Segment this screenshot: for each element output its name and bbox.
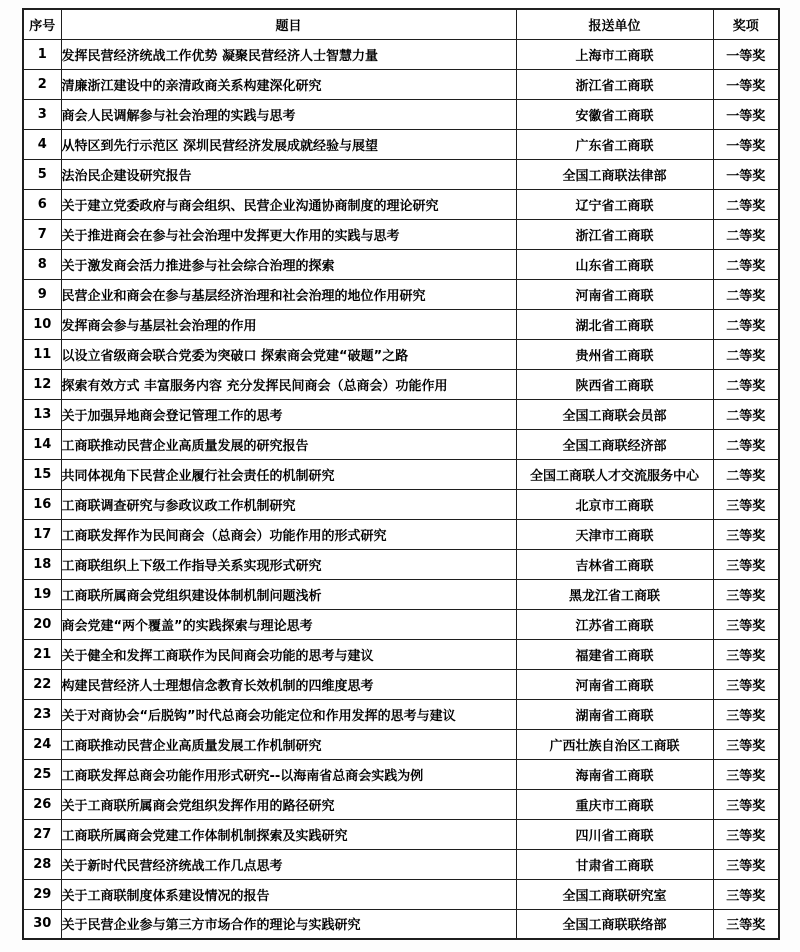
submitting-unit-cell: 天津市工商联 bbox=[516, 519, 713, 549]
title-cell: 工商联组织上下级工作指导关系实现形式研究 bbox=[61, 549, 516, 579]
table-row bbox=[23, 159, 779, 189]
submitting-unit-cell: 贵州省工商联 bbox=[516, 339, 713, 369]
table-row bbox=[23, 759, 779, 789]
table-row bbox=[23, 99, 779, 129]
award-cell: 三等奖 bbox=[713, 819, 779, 849]
table-row bbox=[23, 879, 779, 909]
title-cell: 工商联推动民营企业高质量发展的研究报告 bbox=[61, 429, 516, 459]
submitting-unit-cell: 河南省工商联 bbox=[516, 669, 713, 699]
award-cell: 三等奖 bbox=[713, 519, 779, 549]
table-row bbox=[23, 549, 779, 579]
serial-number-cell: 1 bbox=[23, 39, 61, 69]
title-cell: 发挥商会参与基层社会治理的作用 bbox=[61, 309, 516, 339]
serial-number-cell: 3 bbox=[23, 99, 61, 129]
award-cell: 二等奖 bbox=[713, 369, 779, 399]
title-cell: 关于民营企业参与第三方市场合作的理论与实践研究 bbox=[61, 909, 516, 939]
title-cell: 关于新时代民营经济统战工作几点思考 bbox=[61, 849, 516, 879]
submitting-unit-cell: 湖南省工商联 bbox=[516, 699, 713, 729]
award-cell: 一等奖 bbox=[713, 129, 779, 159]
submitting-unit-cell: 全国工商联法律部 bbox=[516, 159, 713, 189]
title-cell: 工商联推动民营企业高质量发展工作机制研究 bbox=[61, 729, 516, 759]
title-cell: 构建民营经济人士理想信念教育长效机制的四维度思考 bbox=[61, 669, 516, 699]
submitting-unit-cell: 北京市工商联 bbox=[516, 489, 713, 519]
submitting-unit-cell: 浙江省工商联 bbox=[516, 219, 713, 249]
serial-number-cell: 22 bbox=[23, 669, 61, 699]
serial-number-cell: 7 bbox=[23, 219, 61, 249]
serial-number-cell: 8 bbox=[23, 249, 61, 279]
submitting-unit-cell: 安徽省工商联 bbox=[516, 99, 713, 129]
serial-number-cell: 18 bbox=[23, 549, 61, 579]
submitting-unit-cell: 黑龙江省工商联 bbox=[516, 579, 713, 609]
submitting-unit-cell: 全国工商联人才交流服务中心 bbox=[516, 459, 713, 489]
serial-number-cell: 12 bbox=[23, 369, 61, 399]
table-row bbox=[23, 519, 779, 549]
title-cell: 民营企业和商会在参与基层经济治理和社会治理的地位作用研究 bbox=[61, 279, 516, 309]
award-cell: 三等奖 bbox=[713, 909, 779, 939]
submitting-unit-cell: 全国工商联联络部 bbox=[516, 909, 713, 939]
title-cell: 探索有效方式 丰富服务内容 充分发挥民间商会（总商会）功能作用 bbox=[61, 369, 516, 399]
table-row bbox=[23, 909, 779, 939]
table-row bbox=[23, 369, 779, 399]
serial-number-cell: 13 bbox=[23, 399, 61, 429]
table-row bbox=[23, 849, 779, 879]
submitting-unit-cell: 河南省工商联 bbox=[516, 279, 713, 309]
table-body bbox=[23, 39, 779, 939]
award-cell: 二等奖 bbox=[713, 279, 779, 309]
submitting-unit-cell: 重庆市工商联 bbox=[516, 789, 713, 819]
header-row bbox=[23, 9, 779, 39]
serial-number-cell: 30 bbox=[23, 909, 61, 939]
title-cell: 关于工商联制度体系建设情况的报告 bbox=[61, 879, 516, 909]
submitting-unit-cell: 湖北省工商联 bbox=[516, 309, 713, 339]
serial-number-cell: 20 bbox=[23, 609, 61, 639]
award-cell: 二等奖 bbox=[713, 399, 779, 429]
title-cell: 从特区到先行示范区 深圳民营经济发展成就经验与展望 bbox=[61, 129, 516, 159]
title-cell: 商会人民调解参与社会治理的实践与思考 bbox=[61, 99, 516, 129]
serial-number-cell: 4 bbox=[23, 129, 61, 159]
header-serial-number: 序号 bbox=[23, 9, 61, 39]
title-cell: 关于健全和发挥工商联作为民间商会功能的思考与建议 bbox=[61, 639, 516, 669]
award-cell: 二等奖 bbox=[713, 249, 779, 279]
header-submitting-unit: 报送单位 bbox=[516, 9, 713, 39]
table-row bbox=[23, 669, 779, 699]
submitting-unit-cell: 广西壮族自治区工商联 bbox=[516, 729, 713, 759]
award-cell: 三等奖 bbox=[713, 639, 779, 669]
serial-number-cell: 9 bbox=[23, 279, 61, 309]
submitting-unit-cell: 江苏省工商联 bbox=[516, 609, 713, 639]
header-title: 题目 bbox=[61, 9, 516, 39]
title-cell: 关于工商联所属商会党组织发挥作用的路径研究 bbox=[61, 789, 516, 819]
table-row bbox=[23, 819, 779, 849]
submitting-unit-cell: 甘肃省工商联 bbox=[516, 849, 713, 879]
awards-table bbox=[22, 8, 780, 940]
serial-number-cell: 10 bbox=[23, 309, 61, 339]
serial-number-cell: 27 bbox=[23, 819, 61, 849]
title-cell: 关于加强异地商会登记管理工作的思考 bbox=[61, 399, 516, 429]
serial-number-cell: 24 bbox=[23, 729, 61, 759]
submitting-unit-cell: 吉林省工商联 bbox=[516, 549, 713, 579]
serial-number-cell: 25 bbox=[23, 759, 61, 789]
submitting-unit-cell: 山东省工商联 bbox=[516, 249, 713, 279]
award-cell: 二等奖 bbox=[713, 429, 779, 459]
award-cell: 三等奖 bbox=[713, 549, 779, 579]
award-cell: 二等奖 bbox=[713, 339, 779, 369]
title-cell: 工商联发挥作为民间商会（总商会）功能作用的形式研究 bbox=[61, 519, 516, 549]
serial-number-cell: 2 bbox=[23, 69, 61, 99]
serial-number-cell: 23 bbox=[23, 699, 61, 729]
table-row bbox=[23, 639, 779, 669]
submitting-unit-cell: 陕西省工商联 bbox=[516, 369, 713, 399]
award-cell: 三等奖 bbox=[713, 879, 779, 909]
serial-number-cell: 14 bbox=[23, 429, 61, 459]
submitting-unit-cell: 四川省工商联 bbox=[516, 819, 713, 849]
table-row bbox=[23, 39, 779, 69]
title-cell: 发挥民营经济统战工作优势 凝聚民营经济人士智慧力量 bbox=[61, 39, 516, 69]
title-cell: 工商联所属商会党组织建设体制机制问题浅析 bbox=[61, 579, 516, 609]
award-cell: 二等奖 bbox=[713, 459, 779, 489]
table-row bbox=[23, 699, 779, 729]
award-cell: 三等奖 bbox=[713, 729, 779, 759]
submitting-unit-cell: 海南省工商联 bbox=[516, 759, 713, 789]
submitting-unit-cell: 广东省工商联 bbox=[516, 129, 713, 159]
award-cell: 三等奖 bbox=[713, 489, 779, 519]
table-row bbox=[23, 459, 779, 489]
serial-number-cell: 26 bbox=[23, 789, 61, 819]
submitting-unit-cell: 浙江省工商联 bbox=[516, 69, 713, 99]
table-row bbox=[23, 129, 779, 159]
award-cell: 三等奖 bbox=[713, 609, 779, 639]
submitting-unit-cell: 全国工商联研究室 bbox=[516, 879, 713, 909]
table-row bbox=[23, 399, 779, 429]
serial-number-cell: 5 bbox=[23, 159, 61, 189]
submitting-unit-cell: 辽宁省工商联 bbox=[516, 189, 713, 219]
award-cell: 二等奖 bbox=[713, 219, 779, 249]
submitting-unit-cell: 福建省工商联 bbox=[516, 639, 713, 669]
award-cell: 一等奖 bbox=[713, 69, 779, 99]
title-cell: 工商联调查研究与参政议政工作机制研究 bbox=[61, 489, 516, 519]
submitting-unit-cell: 上海市工商联 bbox=[516, 39, 713, 69]
serial-number-cell: 6 bbox=[23, 189, 61, 219]
award-cell: 三等奖 bbox=[713, 849, 779, 879]
title-cell: 清廉浙江建设中的亲清政商关系构建深化研究 bbox=[61, 69, 516, 99]
award-cell: 一等奖 bbox=[713, 99, 779, 129]
submitting-unit-cell: 全国工商联会员部 bbox=[516, 399, 713, 429]
title-cell: 工商联发挥总商会功能作用形式研究--以海南省总商会实践为例 bbox=[61, 759, 516, 789]
header-award: 奖项 bbox=[713, 9, 779, 39]
award-cell: 一等奖 bbox=[713, 159, 779, 189]
table-row bbox=[23, 219, 779, 249]
table-row bbox=[23, 339, 779, 369]
table-row bbox=[23, 249, 779, 279]
serial-number-cell: 21 bbox=[23, 639, 61, 669]
title-cell: 关于对商协会“后脱钩”时代总商会功能定位和作用发挥的思考与建议 bbox=[61, 699, 516, 729]
serial-number-cell: 17 bbox=[23, 519, 61, 549]
title-cell: 商会党建“两个覆盖”的实践探索与理论思考 bbox=[61, 609, 516, 639]
table-row bbox=[23, 309, 779, 339]
award-cell: 二等奖 bbox=[713, 189, 779, 219]
table-row bbox=[23, 189, 779, 219]
title-cell: 以设立省级商会联合党委为突破口 探索商会党建“破题”之路 bbox=[61, 339, 516, 369]
table-row bbox=[23, 579, 779, 609]
award-cell: 三等奖 bbox=[713, 759, 779, 789]
title-cell: 法治民企建设研究报告 bbox=[61, 159, 516, 189]
serial-number-cell: 29 bbox=[23, 879, 61, 909]
title-cell: 关于建立党委政府与商会组织、民营企业沟通协商制度的理论研究 bbox=[61, 189, 516, 219]
table-row bbox=[23, 279, 779, 309]
serial-number-cell: 11 bbox=[23, 339, 61, 369]
title-cell: 工商联所属商会党建工作体制机制探索及实践研究 bbox=[61, 819, 516, 849]
table-row bbox=[23, 789, 779, 819]
award-cell: 三等奖 bbox=[713, 789, 779, 819]
serial-number-cell: 15 bbox=[23, 459, 61, 489]
table-row bbox=[23, 429, 779, 459]
submitting-unit-cell: 全国工商联经济部 bbox=[516, 429, 713, 459]
serial-number-cell: 19 bbox=[23, 579, 61, 609]
serial-number-cell: 16 bbox=[23, 489, 61, 519]
award-cell: 三等奖 bbox=[713, 699, 779, 729]
award-cell: 三等奖 bbox=[713, 669, 779, 699]
award-cell: 三等奖 bbox=[713, 579, 779, 609]
title-cell: 共同体视角下民营企业履行社会责任的机制研究 bbox=[61, 459, 516, 489]
table-row bbox=[23, 489, 779, 519]
award-cell: 一等奖 bbox=[713, 39, 779, 69]
title-cell: 关于激发商会活力推进参与社会综合治理的探索 bbox=[61, 249, 516, 279]
table-row bbox=[23, 609, 779, 639]
table-row bbox=[23, 69, 779, 99]
table-row bbox=[23, 729, 779, 759]
award-cell: 二等奖 bbox=[713, 309, 779, 339]
title-cell: 关于推进商会在参与社会治理中发挥更大作用的实践与思考 bbox=[61, 219, 516, 249]
serial-number-cell: 28 bbox=[23, 849, 61, 879]
